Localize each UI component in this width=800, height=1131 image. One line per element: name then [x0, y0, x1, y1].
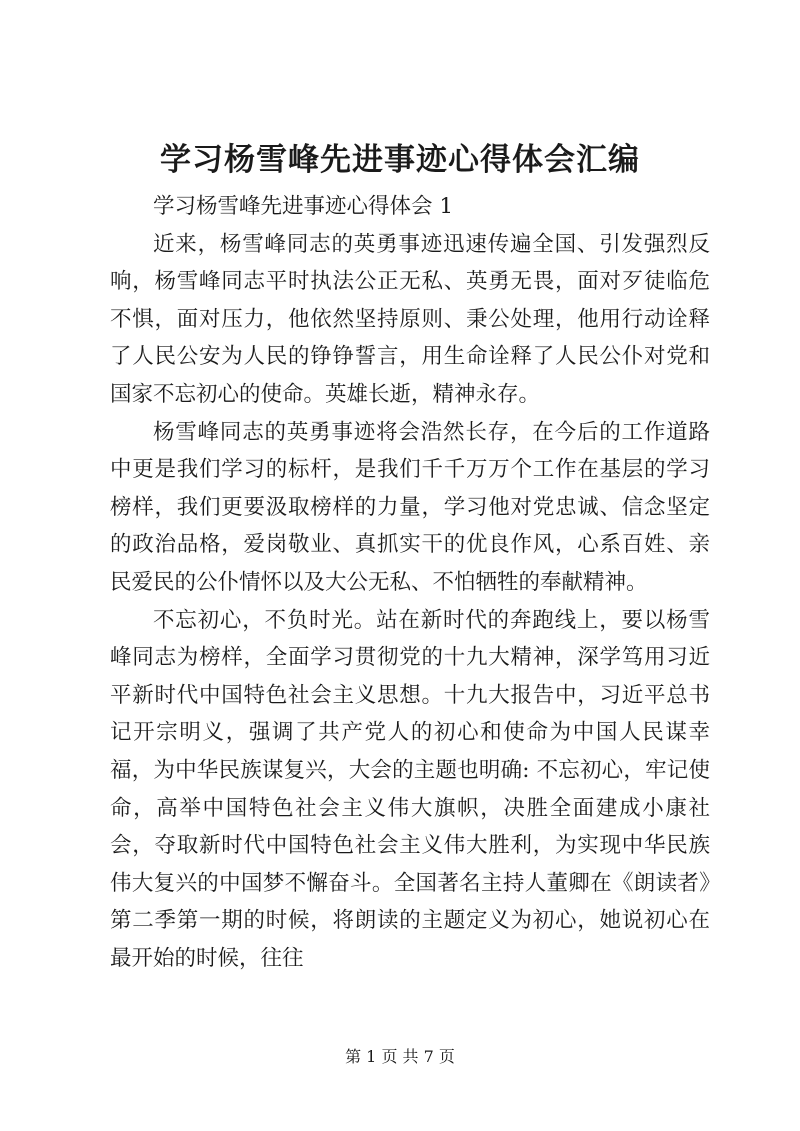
document-body: [110, 188, 710, 977]
page-number-label: 第 1 页 共 7 页: [345, 1047, 455, 1066]
paragraph-3: 不忘初心，不负时光。站在新时代的奔跑线上，要以杨雪峰同志为榜样，全面学习贯彻党的十九大精神，深学笃用习近平新时代中国特色社会主义思想。十九大报告中，习近平总书记开宗明义，强调了共产党人的初心和使命为中国人民谋幸福，为中华民族谋复兴，大会的主题也明确: 不忘初心，牢记使命，高举中国特色社会主义伟大旗帜，决胜全面建成小康社会，夺取新时代中国特色社会主义伟大胜利，为实现中华民族伟大复兴的中国梦不懈奋斗。全国著名主持人董卿在《朗读者》第二季第一期的时候，将朗读的主题定义为初心，她说初心在最开始的时候，往往: [110, 607, 710, 971]
section-subtitle: 学习杨雪峰先进事迹心得体会 1: [153, 194, 454, 219]
document-title: 学习杨雪峰先进事迹心得体会汇编: [160, 142, 640, 178]
paragraph-2: 杨雪峰同志的英勇事迹将会浩然长存，在今后的工作道路中更是我们学习的标杆，是我们千千万万个工作在基层的学习榜样，我们更要汲取榜样的力量，学习他对党忠诚、信念坚定的政治品格，爱岗敬业、真抓实干的优良作风，心系百姓、亲民爱民的公仆情怀以及大公无私、不怕牺牲的奉献精神。: [110, 419, 710, 595]
page-footer: [0, 1046, 800, 1068]
paragraph-1: 近来，杨雪峰同志的英勇事迹迅速传遍全国、引发强烈反响，杨雪峰同志平时执法公正无私、英勇无畏，面对歹徒临危不惧，面对压力，他依然坚持原则、秉公处理，他用行动诠释了人民公安为人民的铮铮誓言，用生命诠释了人民公仆对党和国家不忘初心的使命。英雄长逝，精神永存。: [110, 231, 710, 407]
